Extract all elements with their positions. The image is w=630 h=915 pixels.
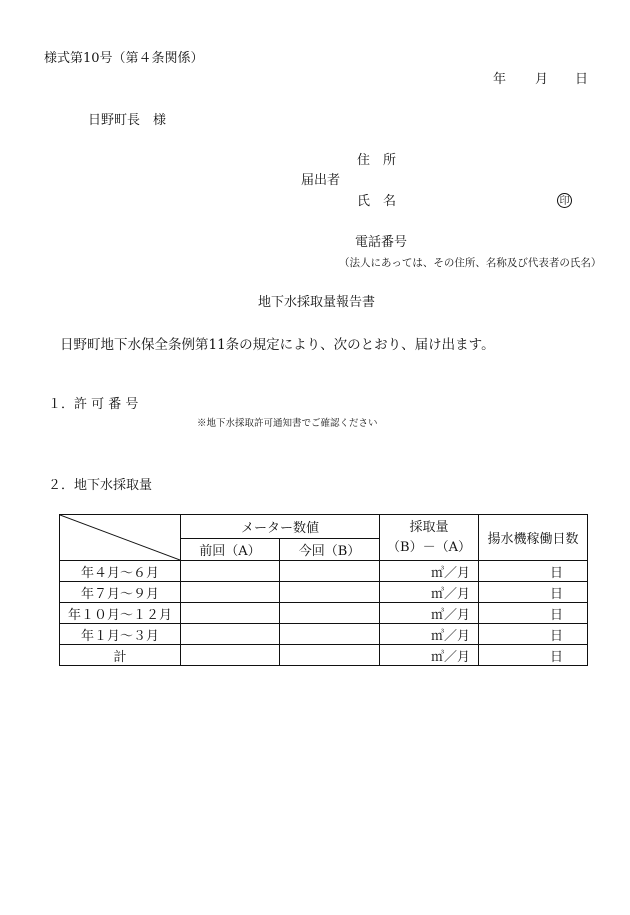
curr-reading-cell[interactable] — [280, 603, 380, 624]
table-row — [60, 582, 588, 603]
prev-reading-cell[interactable] — [181, 582, 280, 603]
diagonal-corner-cell — [60, 515, 181, 561]
date-month-label: 月 — [535, 72, 549, 87]
total-row — [60, 645, 588, 666]
curr-reading-cell[interactable] — [280, 624, 380, 645]
meter-value-header: メーター数値 — [181, 515, 380, 539]
amount-total-cell[interactable]: ㎥／月 — [380, 645, 479, 666]
amount-header-line1: 採取量 — [409, 519, 449, 535]
document-title: 地下水採取量報告書 — [258, 295, 376, 310]
amount-cell[interactable]: ㎥／月 — [380, 624, 479, 645]
period-label: 年１月～３月 — [60, 624, 181, 645]
pump-days-cell[interactable]: 日 — [479, 603, 588, 624]
phone-label: 電話番号 — [355, 235, 408, 250]
amount-cell[interactable]: ㎥／月 — [380, 561, 479, 582]
pump-days-cell[interactable]: 日 — [479, 624, 588, 645]
pump-days-cell[interactable]: 日 — [479, 582, 588, 603]
name-label: 氏 名 — [357, 194, 397, 209]
corporate-note: （法人にあっては、その住所、名称及び代表者の氏名） — [339, 257, 602, 269]
period-label: 年１０月～１２月 — [60, 603, 181, 624]
date-day-label: 日 — [575, 72, 589, 87]
total-label: 計 — [60, 645, 181, 666]
period-label: 年７月～９月 — [60, 582, 181, 603]
diagonal-line — [60, 515, 180, 560]
notifier-label: 届出者 — [301, 173, 341, 188]
prev-reading-cell[interactable] — [181, 561, 280, 582]
intro-text: 日野町地下水保全条例第11条の規定により、次のとおり、届け出ます。 — [60, 337, 495, 353]
groundwater-table — [59, 514, 588, 666]
curr-reading-total-cell[interactable] — [280, 645, 380, 666]
seal-mark: 印 — [557, 193, 572, 208]
prev-reading-header: 前回（A） — [181, 539, 280, 561]
permit-note: ※地下水採取許可通知書でご確認ください — [197, 418, 378, 429]
amount-cell[interactable]: ㎥／月 — [380, 582, 479, 603]
addressee: 日野町長 様 — [88, 113, 167, 128]
table-row — [60, 624, 588, 645]
period-label: 年４月～６月 — [60, 561, 181, 582]
table-row — [60, 603, 588, 624]
pump-days-total-cell[interactable]: 日 — [479, 645, 588, 666]
pump-days-header: 揚水機稼働日数 — [479, 515, 588, 561]
permit-number-heading: １．許 可 番 号 — [48, 397, 139, 412]
prev-reading-cell[interactable] — [181, 603, 280, 624]
prev-reading-total-cell[interactable] — [181, 645, 280, 666]
groundwater-amount-heading: ２．地下水採取量 — [48, 478, 153, 493]
address-label: 住 所 — [357, 153, 397, 168]
pump-days-cell[interactable]: 日 — [479, 561, 588, 582]
prev-reading-cell[interactable] — [181, 624, 280, 645]
amount-header-line2: （B）－（A） — [387, 539, 471, 555]
amount-cell[interactable]: ㎥／月 — [380, 603, 479, 624]
curr-reading-cell[interactable] — [280, 582, 380, 603]
form-number: 様式第10号（第４条関係） — [44, 51, 204, 66]
amount-header — [380, 515, 479, 561]
curr-reading-cell[interactable] — [280, 561, 380, 582]
date-year-label: 年 — [493, 72, 507, 87]
table-row — [60, 561, 588, 582]
curr-reading-header: 今回（B） — [280, 539, 380, 561]
